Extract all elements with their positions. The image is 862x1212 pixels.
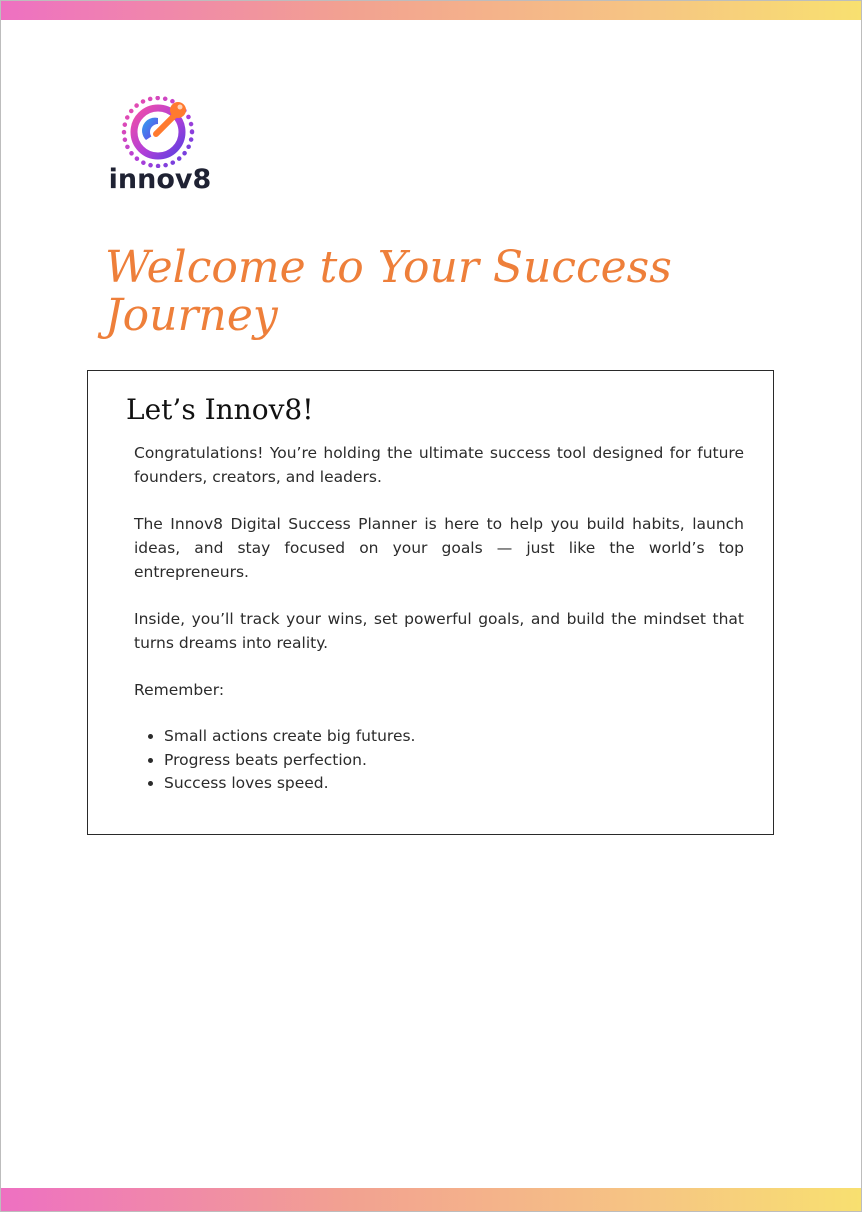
card-heading: Let’s Innov8! (126, 393, 314, 426)
planner-paragraph: The Innov8 Digital Success Planner is here to help you build habits, launch ideas, and stay focused on your goals — just like the world’s top entrepreneurs. (134, 515, 744, 581)
list-item: • Success loves speed. (164, 772, 744, 796)
card-body (134, 441, 744, 796)
innov8-logo (108, 96, 212, 202)
top-gradient-bar (0, 0, 862, 20)
logo-wordmark: innov8 (108, 164, 212, 195)
inside-paragraph: Inside, you’ll track your wins, set powerful goals, and build the mindset that turns dreams into reality. (134, 610, 744, 652)
reminder-list (134, 725, 744, 796)
logo-mark-icon (118, 96, 202, 168)
intro-paragraph: Congratulations! You’re holding the ultimate success tool designed for future founders, creators, and leaders. (134, 444, 744, 486)
remember-label: Remember: (134, 681, 225, 699)
list-item: • Progress beats perfection. (164, 749, 744, 773)
bottom-gradient-bar (0, 1188, 862, 1212)
welcome-card (87, 370, 774, 835)
page-title: Welcome to Your Success Journey (105, 242, 672, 341)
list-item: • Small actions create big futures. (164, 725, 744, 749)
